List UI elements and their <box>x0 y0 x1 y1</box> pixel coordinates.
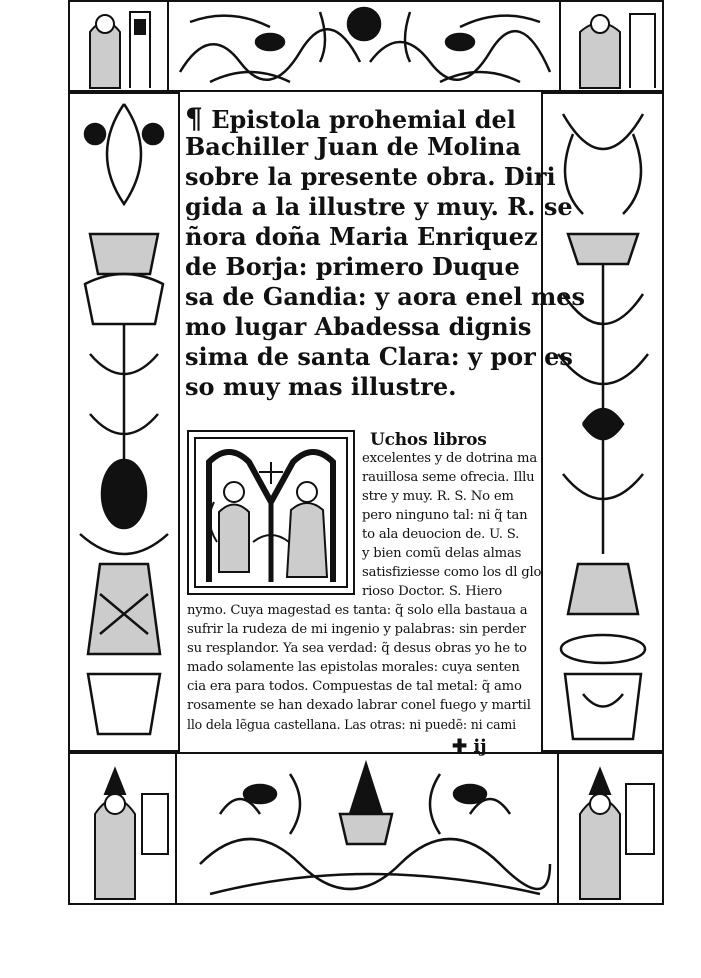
top-woodcut-band <box>68 0 664 92</box>
left-pillar-illustration <box>70 94 178 750</box>
body-line-6: to ala deuocion de. U. S. <box>362 527 520 542</box>
title-line-4: gida a la illustre y muy. R. se <box>185 192 573 221</box>
decorated-initial-m <box>187 430 355 595</box>
body-line-16: llo dela lẽgua castellana. Las otras: ni puedẽ: ni cami <box>187 717 517 732</box>
body-line-7: y bien comũ delas almas <box>362 546 522 561</box>
title-line-5: ñora doña Maria Enriquez <box>185 222 538 251</box>
title-line-6: de Borja: primero Duque <box>185 252 520 281</box>
body-line-2: excelentes y de dotrina ma <box>362 451 538 466</box>
title-line-10: so muy mas illustre. <box>185 372 457 401</box>
top-band-illustration <box>70 2 662 90</box>
body-line-12: su resplandor. Ya sea verdad: q̃ desus obras yo he to <box>187 641 527 656</box>
title-line-1 <box>185 102 516 135</box>
signature-mark: ✚ ij <box>452 736 487 757</box>
title-line-7: sa de Gandia: y aora enel mes <box>185 282 586 311</box>
annunciation-woodcut-image <box>189 432 353 593</box>
body-line-11: sufrir la rudeza de mi ingenio y palabras: sin perder <box>187 622 526 637</box>
body-line-5: pero ninguno tal: ni q̃ tan <box>362 508 528 523</box>
body-line-15: rosamente se han dexado labrar conel fuego y martil <box>187 698 531 713</box>
right-ornament-pillar <box>541 92 664 752</box>
bottom-woodcut-band <box>68 752 664 905</box>
bottom-band-illustration <box>70 754 662 903</box>
body-line-10: nymo. Cuya magestad es tanta: q̃ solo ella bastaua a <box>187 603 528 618</box>
title-text: Epistola prohemial del <box>211 105 516 134</box>
body-line-14: cia era para todos. Compuestas de tal metal: q̃ amo <box>187 679 522 694</box>
body-line-13: mado solamente las epistolas morales: cuya senten <box>187 660 520 675</box>
body-line-9: rioso Doctor. S. Hiero <box>362 584 503 599</box>
body-line-8: satisfiziesse como los dl glo <box>362 565 542 580</box>
title-line-9: sima de santa Clara: y por es <box>185 342 573 371</box>
title-line-3: sobre la presente obra. Diri <box>185 162 556 191</box>
title-line-8: mo lugar Abadessa dignis <box>185 312 532 341</box>
body-line-4: stre y muy. R. S. No em <box>362 489 514 504</box>
left-ornament-pillar <box>68 92 180 752</box>
body-line-1: Uchos libros <box>370 430 487 450</box>
pilcrow-mark: ¶ <box>185 102 203 135</box>
title-line-2: Bachiller Juan de Molina <box>185 132 521 161</box>
body-line-3: rauillosa seme ofrecia. Illu <box>362 470 535 485</box>
